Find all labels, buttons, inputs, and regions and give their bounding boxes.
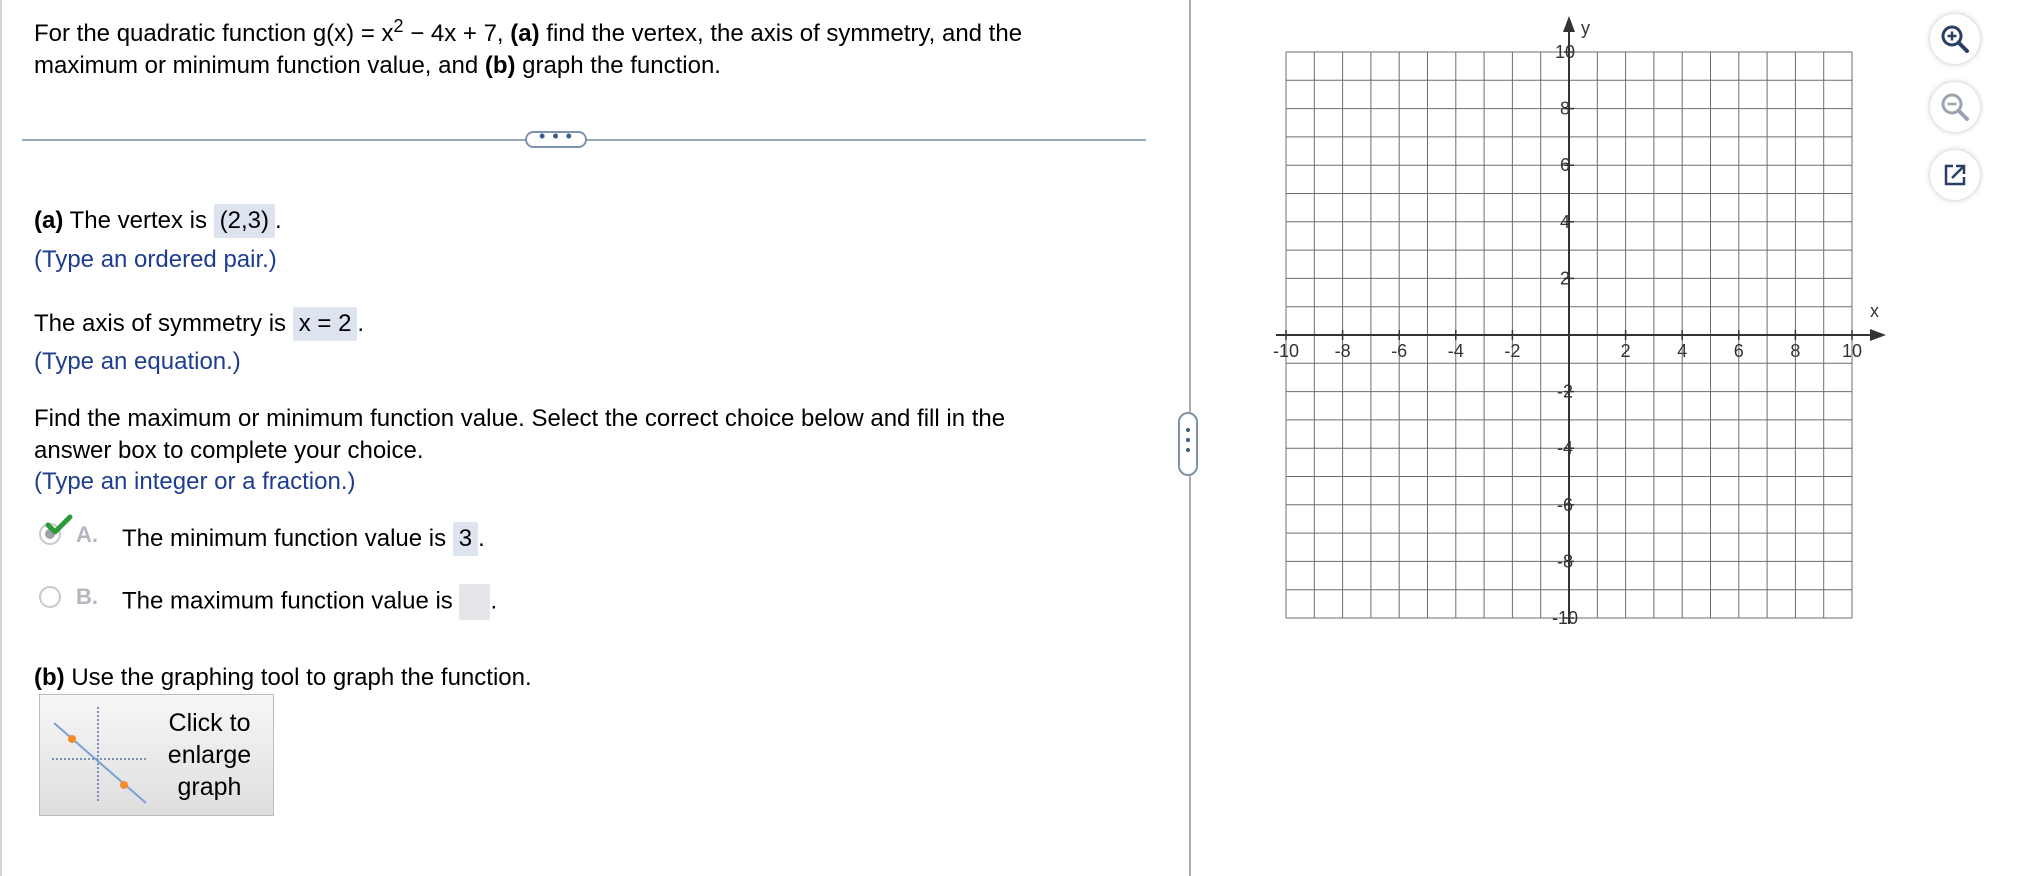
option-a-text: The minimum function value is 3 . <box>122 522 485 556</box>
y-tick-label: -10 <box>1551 608 1579 628</box>
x-tick-label: 6 <box>1733 341 1744 361</box>
x-tick-label: 2 <box>1620 341 1631 361</box>
checkmark-icon <box>45 514 73 536</box>
zoom-in-button[interactable] <box>1930 14 1980 64</box>
x-axis-label: x <box>1870 301 1879 321</box>
x-tick-label: -8 <box>1334 341 1351 361</box>
extreme-instructions-line1: Find the maximum or minimum function value. Select the correct choice below and fill in the <box>34 405 1006 432</box>
x-tick-label: 8 <box>1790 341 1801 361</box>
graph-thumbnail-icon <box>50 703 150 807</box>
y-tick-label: 4 <box>1559 211 1571 232</box>
x-tick-label: -2 <box>1504 341 1521 361</box>
option-b-letter: B. <box>76 584 98 609</box>
vertex-hint: (Type an ordered pair.) <box>34 246 277 273</box>
x-tick-label: -6 <box>1391 341 1408 361</box>
y-tick-label: 10 <box>1554 42 1576 62</box>
y-axis-arrow <box>1563 16 1575 32</box>
vertex-answer[interactable]: (2,3) <box>214 204 275 238</box>
x-tick-label: 4 <box>1677 341 1688 361</box>
x-tick-label: -10 <box>1272 341 1300 361</box>
extreme-instructions-line2: answer box to complete your choice. <box>34 437 424 464</box>
y-tick-label: -6 <box>1556 494 1574 515</box>
y-tick-label: 6 <box>1559 155 1571 176</box>
coordinate-grid[interactable] <box>1192 0 2024 876</box>
y-tick-label: 2 <box>1559 268 1571 289</box>
question-text: For the quadratic function $g(x) = x^2 - 4x + 7$, (a) find the vertex, the axis of symmetry, and the maximum or minimum function value, and (b) graph the function. <box>34 16 1023 79</box>
expand-more-button[interactable]: • • • <box>525 131 587 148</box>
option-b-text: The maximum function value is . <box>122 584 497 620</box>
y-tick-label: 8 <box>1559 98 1571 119</box>
graph-panel <box>1192 0 2024 876</box>
y-tick-label: -4 <box>1556 438 1574 459</box>
zoom-out-button[interactable] <box>1930 82 1980 132</box>
enlarge-graph-button[interactable] <box>39 694 274 816</box>
zoom-out-icon <box>1940 92 1970 122</box>
enlarge-graph-label: Click to enlarge graph <box>167 709 252 801</box>
open-external-icon <box>1940 160 1970 190</box>
x-tick-label: -4 <box>1447 341 1464 361</box>
y-tick-label: -2 <box>1556 381 1574 402</box>
option-b-answer-box[interactable] <box>459 584 490 620</box>
y-axis-label: y <box>1581 18 1590 38</box>
axis-answer[interactable]: x = 2 <box>293 307 358 341</box>
extreme-hint: (Type an integer or a fraction.) <box>34 468 356 495</box>
option-b-radio[interactable] <box>39 586 61 608</box>
option-a-answer[interactable]: 3 <box>453 522 478 556</box>
option-a-letter: A. <box>76 522 98 547</box>
zoom-in-icon <box>1940 24 1970 54</box>
axis-row: The axis of symmetry is x = 2 . <box>34 307 364 341</box>
part-b-row: (b) Use the graphing tool to graph the function. <box>34 664 532 691</box>
x-axis-arrow <box>1870 329 1886 341</box>
x-tick-label: 10 <box>1841 341 1863 361</box>
axis-hint: (Type an equation.) <box>34 348 241 375</box>
y-tick-label: -8 <box>1556 551 1574 572</box>
vertex-row: (a) The vertex is (2,3) . <box>34 204 282 238</box>
open-external-button[interactable] <box>1930 150 1980 200</box>
